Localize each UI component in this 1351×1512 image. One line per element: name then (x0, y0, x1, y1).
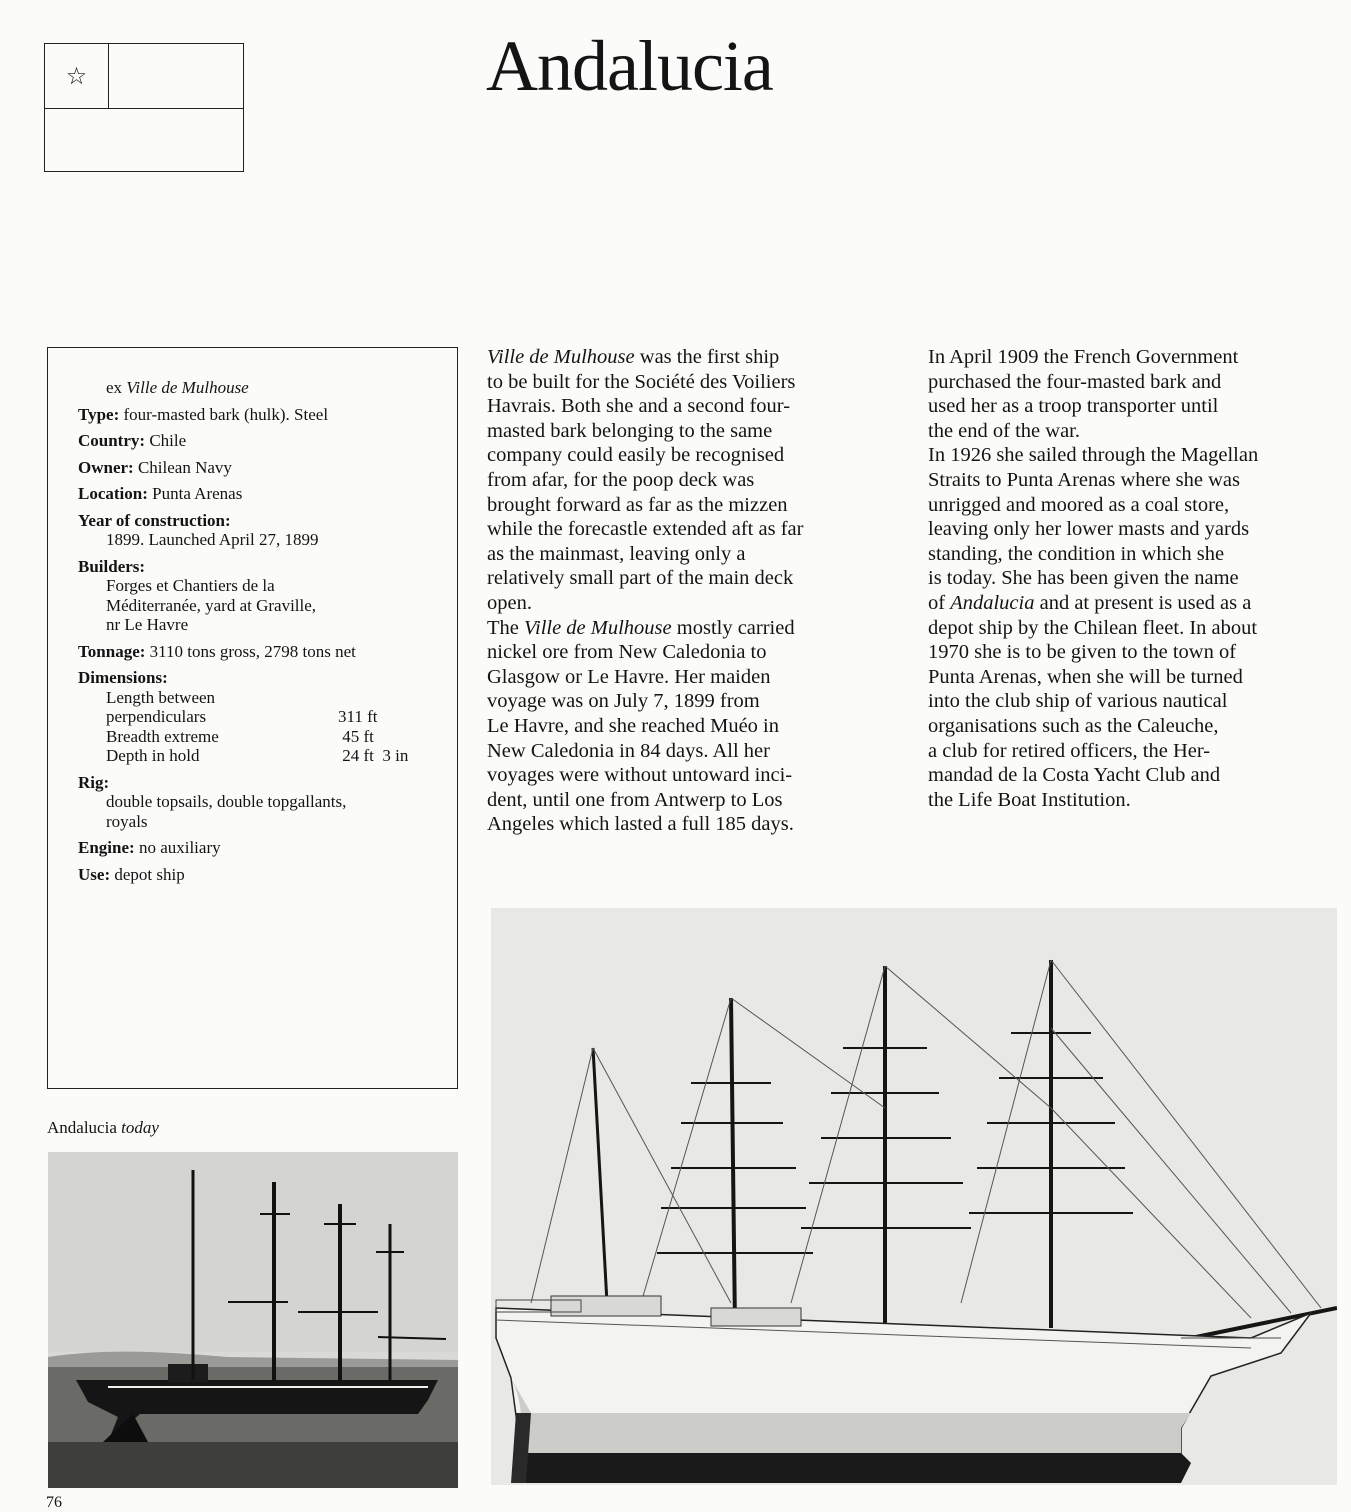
text-line: In April 1909 the French Government (928, 346, 1239, 368)
type-row (78, 405, 441, 425)
country-value: Chile (149, 431, 187, 450)
dim-length-line2: perpendiculars (106, 707, 207, 726)
text-line: Angeles which lasted a full 185 days. (487, 813, 794, 836)
text-column-1 (487, 345, 907, 837)
text-line: voyages were without untoward inci- (487, 764, 793, 787)
use-value: depot ship (114, 864, 185, 884)
text-line: of Andalucia and at present is used as a (928, 591, 1252, 614)
dim-depth-value: 24 ft 3 in (338, 746, 409, 765)
year-row (78, 511, 441, 550)
photo-ship-model (491, 908, 1337, 1485)
owner-row (78, 458, 441, 478)
use-label: Use: (78, 864, 111, 884)
page-number: 76 (46, 1494, 62, 1511)
text-line: unrigged and moored as a coal store, (928, 493, 1230, 516)
rig-line: royals (106, 811, 148, 831)
dim-depth-row (78, 746, 441, 766)
text-line: Glasgow or Le Havre. Her maiden (487, 665, 771, 688)
text-line: the end of the war. (928, 419, 1080, 442)
tonnage-value: 3110 tons gross, 2798 tons net (149, 641, 356, 661)
engine-value: no auxiliary (138, 838, 221, 857)
year-value: 1899. Launched April 27, 1899 (106, 530, 319, 549)
text-line: Le Havre, and she reached Muéo in (487, 714, 779, 737)
dimensions-label: Dimensions: (78, 668, 168, 687)
rig-label: Rig: (78, 772, 110, 792)
owner-label: Owner: (78, 457, 134, 477)
engine-label: Engine: (78, 838, 135, 857)
text-line: leaving only her lower masts and yards (928, 518, 1250, 541)
tonnage-row (78, 642, 441, 662)
dim-breadth-row (78, 727, 441, 747)
flag-divider (45, 108, 243, 109)
dim-breadth-label: Breadth extreme (106, 726, 219, 746)
ship-model-illustration (491, 908, 1337, 1485)
page-title: Andalucia (486, 26, 773, 106)
text-line: to be built for the Société des Voiliers (487, 370, 796, 393)
dimensions-row (78, 668, 441, 766)
star-icon: ☆ (65, 62, 88, 90)
location-row (78, 484, 441, 504)
text-line: 1970 she is to be given to the town of (928, 641, 1237, 664)
tonnage-label: Tonnage: (78, 641, 146, 661)
ship-data-box (47, 347, 458, 1089)
text-line: into the club ship of various nautical (928, 690, 1228, 713)
dim-length-value: 311 ft (338, 707, 378, 726)
text-line: Straits to Punta Arenas where she was (928, 468, 1240, 491)
owner-value: Chilean Navy (137, 457, 232, 477)
builders-row (78, 557, 441, 635)
photo-andalucia-today (48, 1152, 458, 1488)
builders-line: Méditerranée, yard at Graville, (106, 595, 317, 615)
text-line: Punta Arenas, when she will be turned (928, 665, 1243, 688)
ex-name-row (78, 378, 441, 398)
builders-label: Builders: (78, 556, 146, 576)
text-line: dent, until one from Antwerp to Los (487, 788, 783, 811)
text-line: masted bark belonging to the same (487, 419, 773, 442)
text-line: The Ville de Mulhouse mostly carried (487, 616, 795, 639)
type-label: Type: (78, 404, 120, 424)
rig-line: double topsails, double topgallants, (106, 792, 347, 811)
text-line: brought forward as far as the mizzen (487, 493, 788, 516)
caption-suffix: today (121, 1118, 159, 1137)
text-line: purchased the four-masted bark and (928, 370, 1222, 393)
text-line: company could easily be recognised (487, 444, 785, 467)
text-line: the Life Boat Institution. (928, 788, 1131, 811)
text-line: Ville de Mulhouse was the first ship (487, 346, 780, 368)
dim-length-row (78, 707, 441, 727)
text-line: is today. She has been given the name (928, 567, 1239, 590)
use-row (78, 865, 441, 885)
text-line: mandad de la Costa Yacht Club and (928, 764, 1221, 787)
ex-name: Ville de Mulhouse (126, 378, 249, 397)
hulk-illustration (48, 1152, 458, 1488)
country-row (78, 431, 441, 451)
text-line: In 1926 she sailed through the Magellan (928, 444, 1259, 467)
text-line: from afar, for the poop deck was (487, 468, 755, 491)
text-line: while the forecastle extended aft as far (487, 518, 804, 541)
year-label: Year of construction: (78, 510, 231, 530)
text-line: depot ship by the Chilean fleet. In about (928, 616, 1258, 639)
text-line: as the mainmast, leaving only a (487, 542, 746, 565)
location-value: Punta Arenas (152, 484, 243, 503)
builders-line: nr Le Havre (106, 615, 189, 634)
chilean-flag (44, 43, 244, 172)
text-line: New Caledonia in 84 days. All her (487, 739, 770, 762)
text-line: a club for retired officers, the Her- (928, 739, 1211, 762)
rig-row (78, 773, 441, 832)
text-line: organisations such as the Caleuche, (928, 714, 1219, 737)
builders-line: Forges et Chantiers de la (106, 576, 275, 595)
photo-caption (47, 1118, 159, 1138)
dim-length-line1: Length between (106, 687, 216, 707)
text-line: used her as a troop transporter until (928, 395, 1219, 418)
dim-depth-label: Depth in hold (106, 746, 200, 765)
engine-row (78, 838, 441, 858)
text-line: voyage was on July 7, 1899 from (487, 690, 760, 713)
text-line: relatively small part of the main deck (487, 567, 794, 590)
text-line: Havrais. Both she and a second four- (487, 395, 791, 418)
text-line: open. (487, 591, 532, 614)
type-value: four-masted bark (hulk). Steel (123, 404, 329, 424)
text-line: standing, the condition in which she (928, 542, 1225, 565)
text-column-2 (928, 345, 1338, 812)
location-label: Location: (78, 484, 148, 503)
caption-name: Andalucia (47, 1118, 117, 1137)
country-label: Country: (78, 431, 146, 450)
dim-breadth-value: 45 ft (338, 726, 374, 746)
flag-canton (45, 44, 109, 108)
text-line: nickel ore from New Caledonia to (487, 641, 767, 664)
ex-prefix: ex (106, 378, 123, 397)
